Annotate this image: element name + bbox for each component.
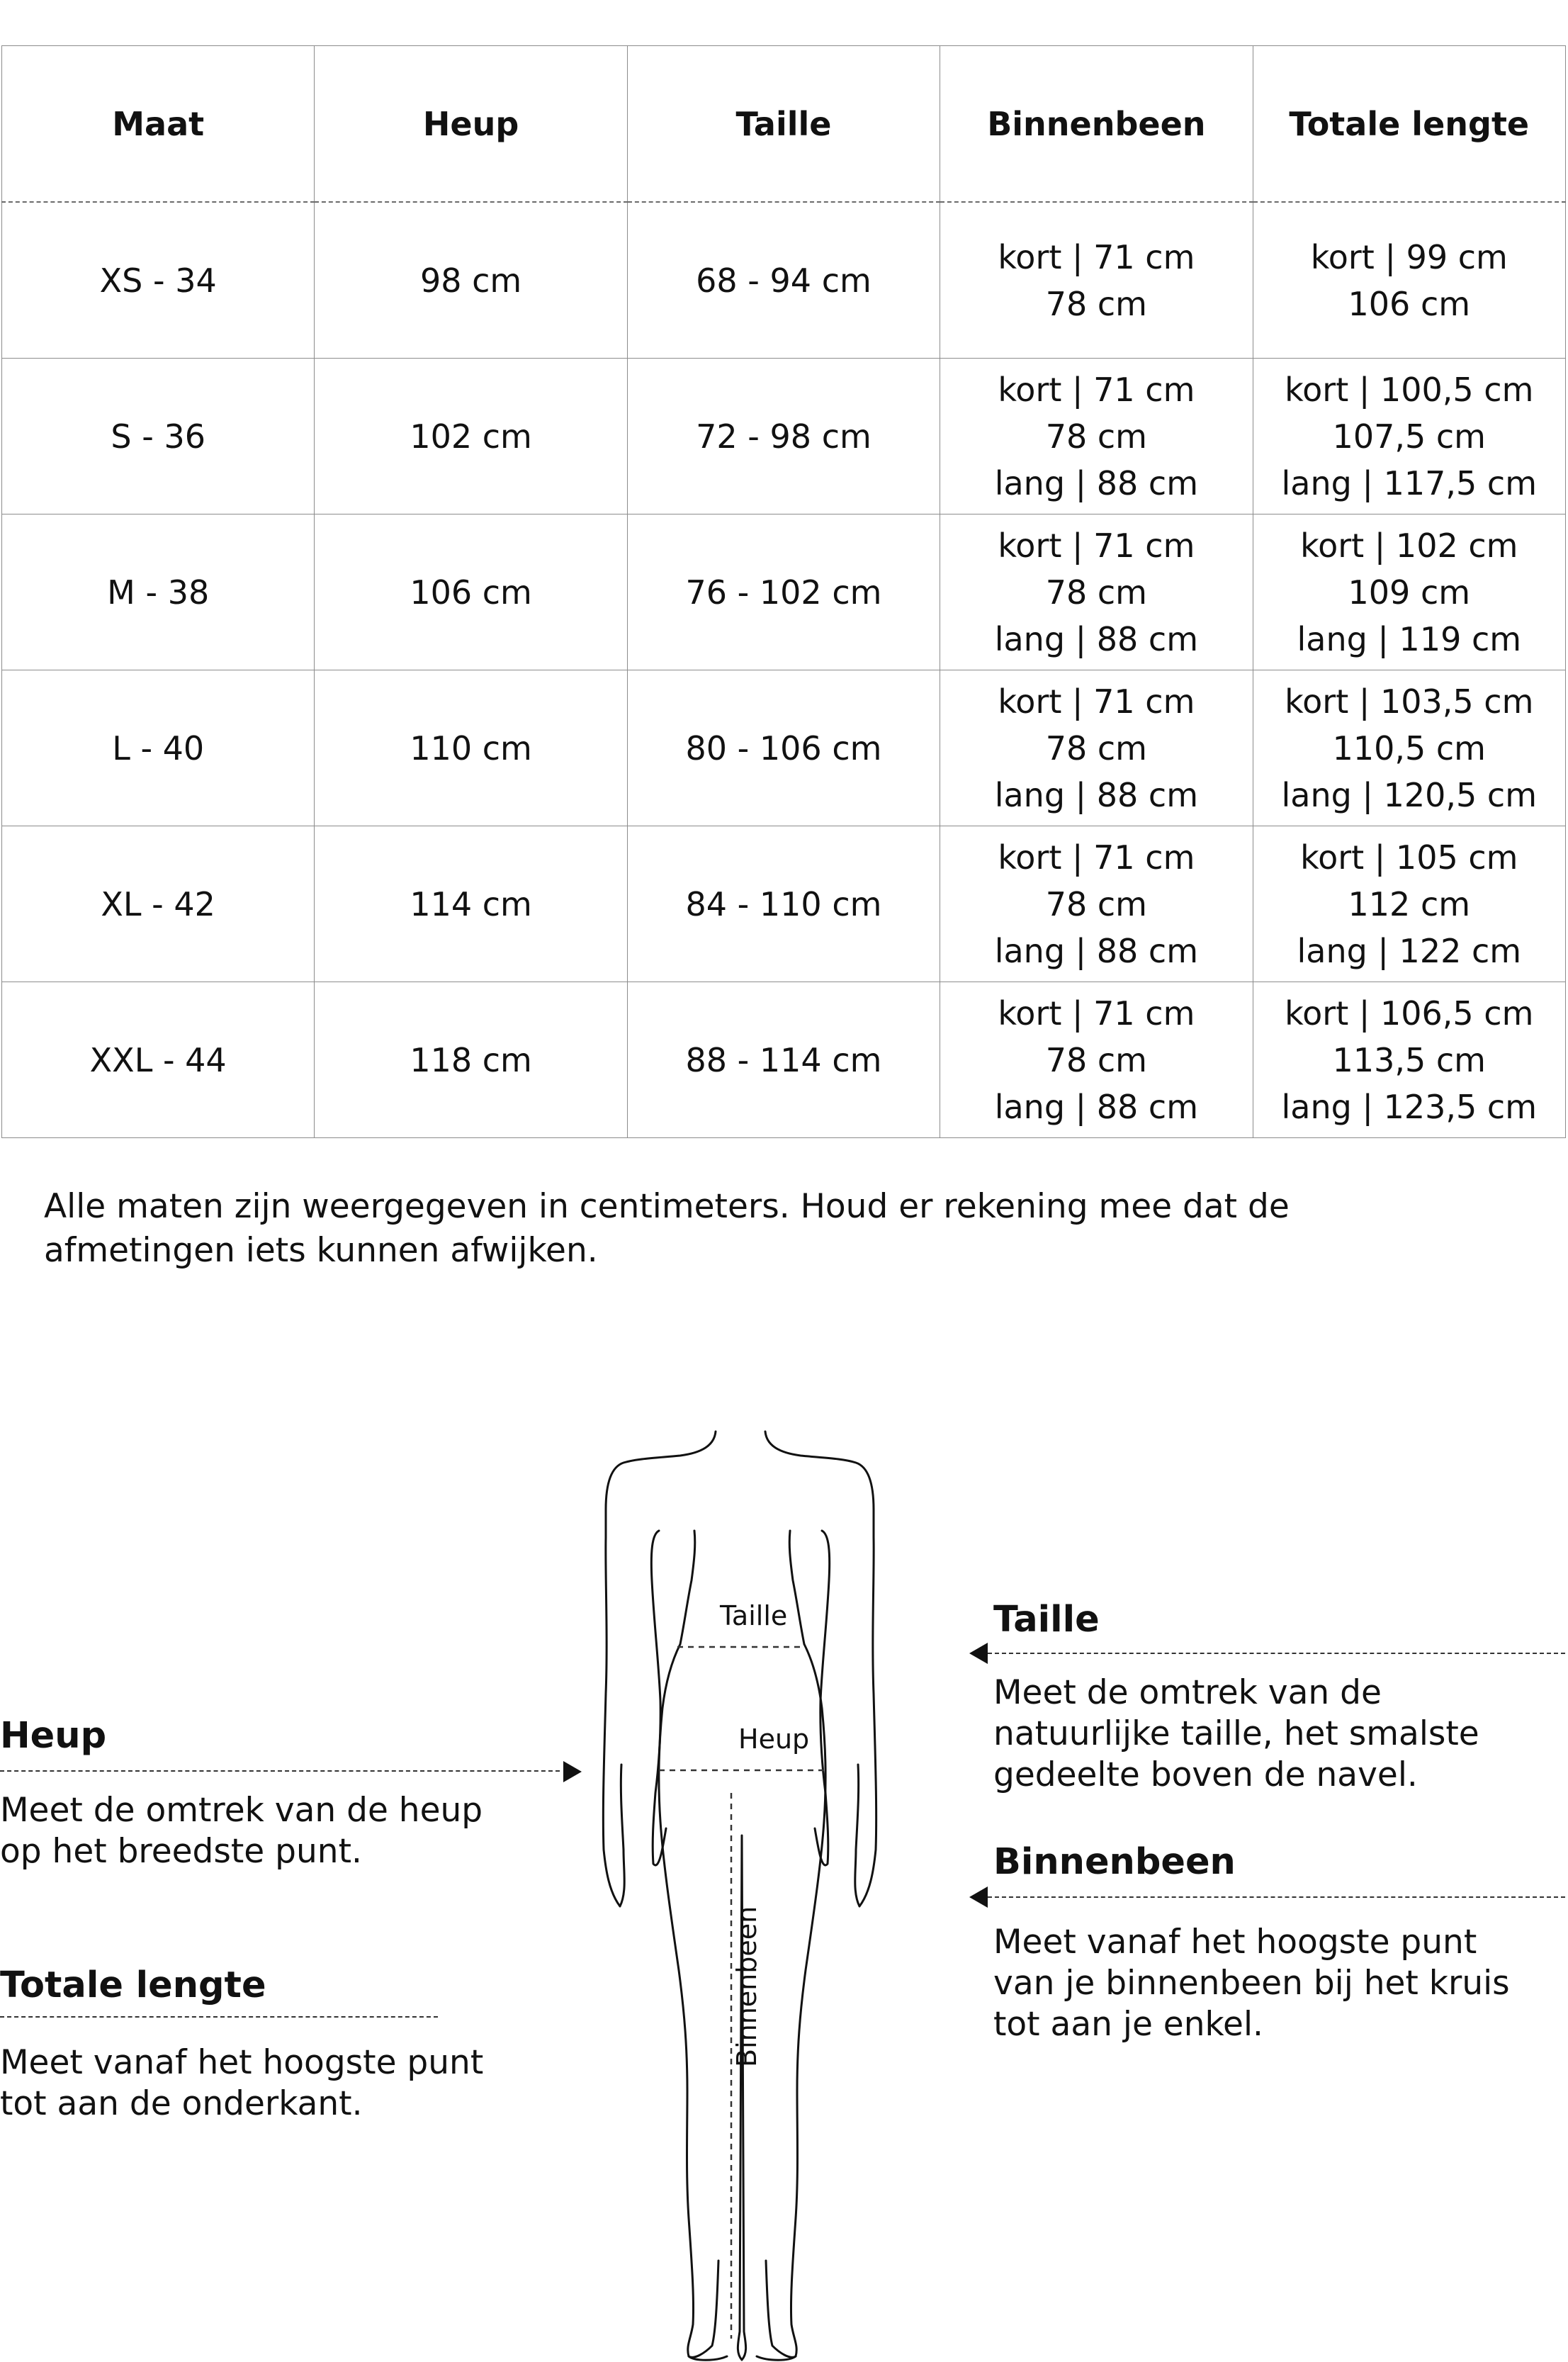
cell-line: kort | 71 cm <box>998 682 1195 721</box>
taille-guide-line-text: Meet de omtrek van de <box>993 1673 1382 1712</box>
cell-line: kort | 71 cm <box>998 370 1195 409</box>
column-header-binnenbeen: Binnenbeen <box>940 46 1253 203</box>
heup-guide-line-text: op het breedste punt. <box>0 1832 362 1871</box>
binnenbeen-guide-line-text: tot aan je enkel. <box>993 2005 1263 2044</box>
cell-line: 107,5 cm <box>1332 417 1486 456</box>
cell-line: kort | 99 cm <box>1310 237 1508 276</box>
cell-line: kort | 105 cm <box>1300 838 1518 877</box>
cell-line: lang | 123,5 cm <box>1281 1087 1538 1126</box>
cell-line: kort | 106,5 cm <box>1285 994 1534 1033</box>
cell-line: 78 cm <box>1045 884 1147 923</box>
binnenbeen-guide-line-text: van je binnenbeen bij het kruis <box>993 1964 1510 2003</box>
heup-guide-line <box>0 1770 560 1772</box>
taille-guide-title: Taille <box>993 1599 1100 1641</box>
cell-taille: 68 - 94 cm <box>627 202 940 359</box>
column-header-taille: Taille <box>627 46 940 203</box>
taille-guide-text <box>993 1672 1479 1796</box>
cell-binnenbeen <box>940 670 1253 826</box>
cell-heup: 114 cm <box>315 826 627 982</box>
note-line: Alle maten zijn weergegeven in centimeters. Houd er rekening mee dat de <box>44 1187 1290 1226</box>
size-table <box>1 45 1566 1138</box>
cell-maat: XL - 42 <box>2 826 315 982</box>
cell-line: 110,5 cm <box>1332 729 1486 767</box>
totale-lengte-guide-line <box>0 2016 438 2018</box>
cell-line: 112 cm <box>1348 884 1471 923</box>
cell-line: lang | 122 cm <box>1297 931 1522 970</box>
cell-line: 78 cm <box>1045 417 1147 456</box>
taille-arrow-icon <box>969 1643 988 1664</box>
cell-binnenbeen <box>940 202 1253 359</box>
cell-line: 106 cm <box>1348 284 1471 323</box>
taille-guide-line-text: natuurlijke taille, het smalste <box>993 1714 1479 1753</box>
cell-maat: XXL - 44 <box>2 982 315 1138</box>
cell-line: 78 cm <box>1045 1040 1147 1079</box>
cell-line: kort | 100,5 cm <box>1285 370 1534 409</box>
cell-line: lang | 117,5 cm <box>1281 463 1538 502</box>
cell-maat: L - 40 <box>2 670 315 826</box>
cell-line: kort | 71 cm <box>998 237 1195 276</box>
cell-heup: 98 cm <box>315 202 627 359</box>
cell-line: 78 cm <box>1045 284 1147 323</box>
cell-line: 113,5 cm <box>1332 1040 1486 1079</box>
cell-line: 78 cm <box>1045 573 1147 612</box>
table-header-row <box>2 46 1566 203</box>
cell-totale-lengte <box>1253 982 1565 1138</box>
cell-totale-lengte <box>1253 826 1565 982</box>
cell-totale-lengte <box>1253 359 1565 514</box>
taille-guide-line <box>988 1653 1565 1654</box>
cell-line: kort | 103,5 cm <box>1285 682 1534 721</box>
table-row <box>2 359 1566 514</box>
totale-lengte-guide-line-text: tot aan de onderkant. <box>0 2084 363 2123</box>
cell-line: lang | 120,5 cm <box>1281 775 1538 814</box>
binnenbeen-guide-line <box>988 1896 1565 1898</box>
cell-taille: 72 - 98 cm <box>627 359 940 514</box>
binnenbeen-arrow-icon <box>969 1886 988 1908</box>
cell-line: 109 cm <box>1348 573 1471 612</box>
column-header-maat: Maat <box>2 46 315 203</box>
totale-lengte-guide-line-text: Meet vanaf het hoogste punt <box>0 2043 484 2082</box>
figure-measure-lines <box>553 1410 893 2362</box>
cell-binnenbeen <box>940 359 1253 514</box>
note-line: afmetingen iets kunnen afwijken. <box>44 1231 598 1270</box>
cell-heup: 118 cm <box>315 982 627 1138</box>
cell-taille: 88 - 114 cm <box>627 982 940 1138</box>
cell-taille: 80 - 106 cm <box>627 670 940 826</box>
cell-line: lang | 88 cm <box>994 463 1199 502</box>
cell-totale-lengte <box>1253 202 1565 359</box>
taille-guide-line-text: gedeelte boven de navel. <box>993 1755 1418 1794</box>
cell-line: kort | 71 cm <box>998 526 1195 565</box>
figure-label-taille: Taille <box>720 1600 788 1631</box>
cell-maat: M - 38 <box>2 514 315 670</box>
cell-line: kort | 102 cm <box>1300 526 1518 565</box>
figure-label-binnenbeen: Binnenbeen <box>731 1906 762 2067</box>
cell-line: kort | 71 cm <box>998 838 1195 877</box>
cell-binnenbeen <box>940 514 1253 670</box>
table-row <box>2 826 1566 982</box>
cell-totale-lengte <box>1253 670 1565 826</box>
cell-heup: 102 cm <box>315 359 627 514</box>
cell-maat: XS - 34 <box>2 202 315 359</box>
table-row <box>2 514 1566 670</box>
cell-line: lang | 88 cm <box>994 775 1199 814</box>
measurement-note <box>44 1185 1489 1273</box>
table-row <box>2 202 1566 359</box>
column-header-totale-lengte: Totale lengte <box>1253 46 1565 203</box>
column-header-heup: Heup <box>315 46 627 203</box>
cell-binnenbeen <box>940 826 1253 982</box>
table-row <box>2 982 1566 1138</box>
cell-line: lang | 88 cm <box>994 1087 1199 1126</box>
cell-heup: 110 cm <box>315 670 627 826</box>
cell-line: kort | 71 cm <box>998 994 1195 1033</box>
cell-totale-lengte <box>1253 514 1565 670</box>
binnenbeen-guide-title: Binnenbeen <box>993 1841 1236 1883</box>
cell-line: lang | 88 cm <box>994 619 1199 658</box>
totale-lengte-guide-title: Totale lengte <box>0 1964 266 2006</box>
binnenbeen-guide-text <box>993 1922 1510 2045</box>
cell-line: lang | 119 cm <box>1297 619 1522 658</box>
cell-maat: S - 36 <box>2 359 315 514</box>
heup-guide-text <box>0 1790 483 1872</box>
table-row <box>2 670 1566 826</box>
totale-lengte-guide-text <box>0 2042 483 2125</box>
heup-guide-line-text: Meet de omtrek van de heup <box>0 1791 483 1830</box>
cell-line: lang | 88 cm <box>994 931 1199 970</box>
figure-label-heup: Heup <box>738 1723 810 1755</box>
heup-guide-title: Heup <box>0 1715 107 1757</box>
cell-binnenbeen <box>940 982 1253 1138</box>
cell-taille: 84 - 110 cm <box>627 826 940 982</box>
binnenbeen-guide-line-text: Meet vanaf het hoogste punt <box>993 1923 1477 1962</box>
cell-heup: 106 cm <box>315 514 627 670</box>
cell-line: 78 cm <box>1045 729 1147 767</box>
cell-taille: 76 - 102 cm <box>627 514 940 670</box>
